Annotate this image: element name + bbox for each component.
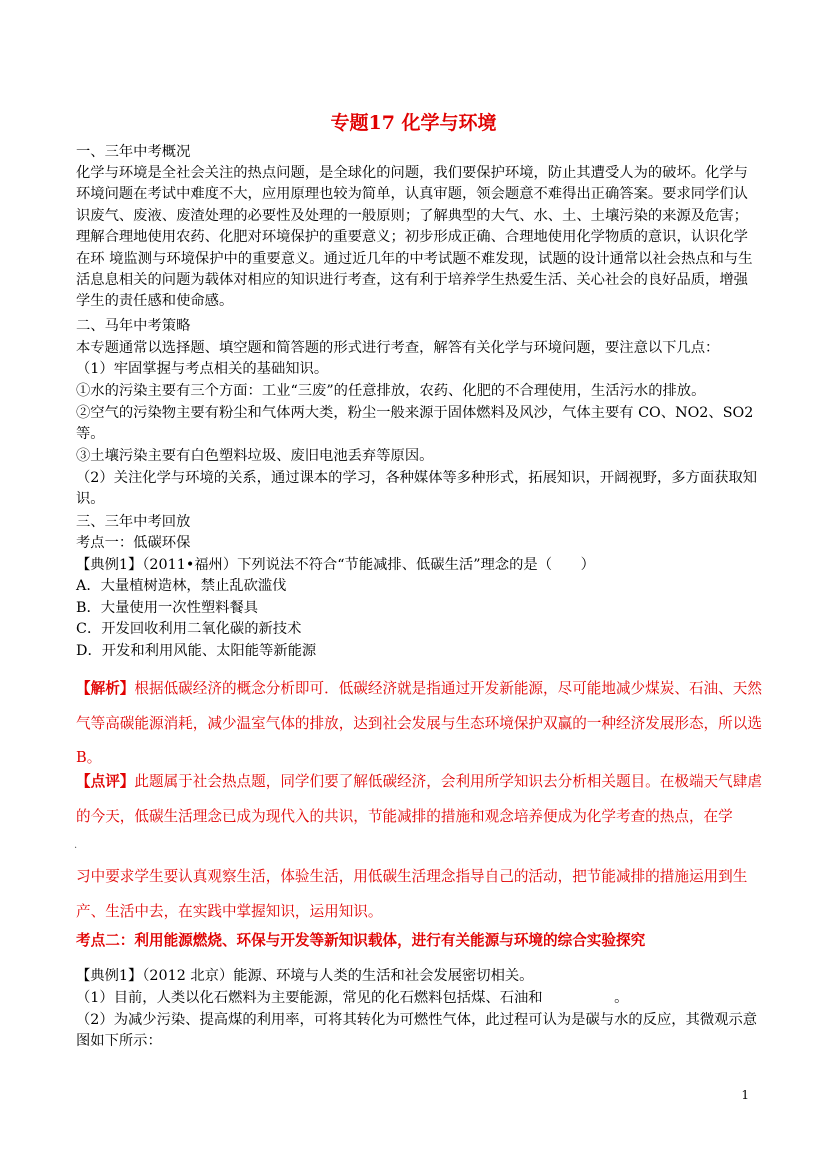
section2-point1c: ③土壤污染主要有白色塑料垃圾、废旧电池丢弃等原因。 — [76, 448, 434, 464]
example1-option-b: B．大量使用一次性塑料餐具 — [76, 600, 259, 616]
example1-stem: 【典例1】（2011•福州）下列说法不符合“节能减排、低碳生活”理念的是（ ） — [76, 557, 595, 573]
analysis-block — [76, 672, 766, 776]
comment-tag: 【点评】 — [76, 773, 135, 790]
example2-stem: 【典例1】（2012 北京）能源、环境与人类的生活和社会发展密切相关。 — [76, 968, 534, 984]
example1-option-a: A．大量植树造林，禁止乱砍滥伐 — [76, 578, 287, 594]
example2-question2: （2）为减少污染、提高煤的利用率，可将其转化为可燃性气体，此过程可认为是碳与水的反应，其微观示意图如下所示： — [76, 1012, 758, 1050]
section3-heading: 三、三年中考回放 — [76, 514, 191, 530]
stray-dot: . — [74, 840, 78, 851]
page-number: 1 — [741, 1088, 749, 1102]
knowledge-point-2: 考点二：利用能源燃烧、环保与开发等新知识载体，进行有关能源与环境的综合实验探究 — [76, 932, 646, 949]
comment-text: 此题属于社会热点题，同学们要了解低碳经济，会利用所学知识去分析相关题目。在极端天气肆虐的今天，低碳生活理念已成为现代入的共识，节能减排的措施和观念培养便成为化学考查的热点，在学 — [76, 773, 762, 825]
section2-point2: （2）关注化学与环境的关系，通过课本的学习，各种媒体等多种形式，拓展知识，开阔视野，多方面获取知识。 — [76, 470, 758, 508]
comment-continuation: 习中要求学生要认真观察生活，体验生活，用低碳生活理念指导自己的活动，把节能减排的措施运用到生产、生活中去，在实践中掌握知识，运用知识。 — [76, 868, 748, 920]
example1-option-d: D．开发和利用风能、太阳能等新能源 — [76, 643, 317, 659]
page-title: 专题17 化学与环境 — [330, 112, 497, 134]
analysis-tag: 【解析】 — [76, 680, 135, 697]
section1-body: 化学与环境是全社会关注的热点问题，是全球化的问题，我们要保护环境，防止其遭受人为的破坏。化学与环境问题在考试中难度不大，应用原理也较为简单，认真审题，领会题意不难得出正确答案。要求同学们认识废气、废液、废渣处理的必要性及处理的一般原则；了解典型的大气、水、土、土壤污染的来源及危害；理解合理地使用农药、化肥对环境保护的重要意义；初步形成正确、合理地使用化学物质的意识，认识化学在环 境监测与环境保护中的重要意义。通过近几年的中考试题不难发现，试题的设计通常以社会热点和与生活息息相关的问题为载体对相应的知识进行考查，这有利于培养学生热爱生活、关心社会的良好品质，增强学生的责任感和使命感。 — [76, 165, 753, 310]
analysis-text: 根据低碳经济的概念分析即可．低碳经济就是指通过开发新能源，尽可能地减少煤炭、石油、天然气等高碳能源消耗，减少温室气体的排放，达到社会发展与生态环境保护双赢的一种经济发展形态，所以选 B。 — [76, 680, 762, 766]
section2-heading: 二、马年中考策略 — [76, 318, 191, 334]
section2-point1a: ①水的污染主要有三个方面：工业“三废”的任意排放，农药、化肥的不合理使用，生活污水的排放。 — [76, 383, 706, 399]
comment-block — [76, 765, 766, 834]
example1-option-c: C．开发回收利用二氧化碳的新技术 — [76, 621, 302, 637]
example2-question1: （1）目前，人类以化石燃料为主要能源，常见的化石燃料包括煤、石油和 。 — [76, 990, 629, 1006]
section2-point1b: ②空气的污染物主要有粉尘和气体两大类，粉尘一般来源于固体燃料及风沙，气体主要有 CO、NO2、SO2 等。 — [76, 405, 754, 443]
section2-intro: 本专题通常以选择题、填空题和简答题的形式进行考查，解答有关化学与环境问题，要注意以下几点： — [76, 340, 720, 356]
section2-point1: （1）牢固掌握与考点相关的基础知识。 — [76, 361, 329, 377]
section1-heading: 一、三年中考概况 — [76, 144, 191, 160]
knowledge-point-1: 考点一：低碳环保 — [76, 535, 191, 551]
